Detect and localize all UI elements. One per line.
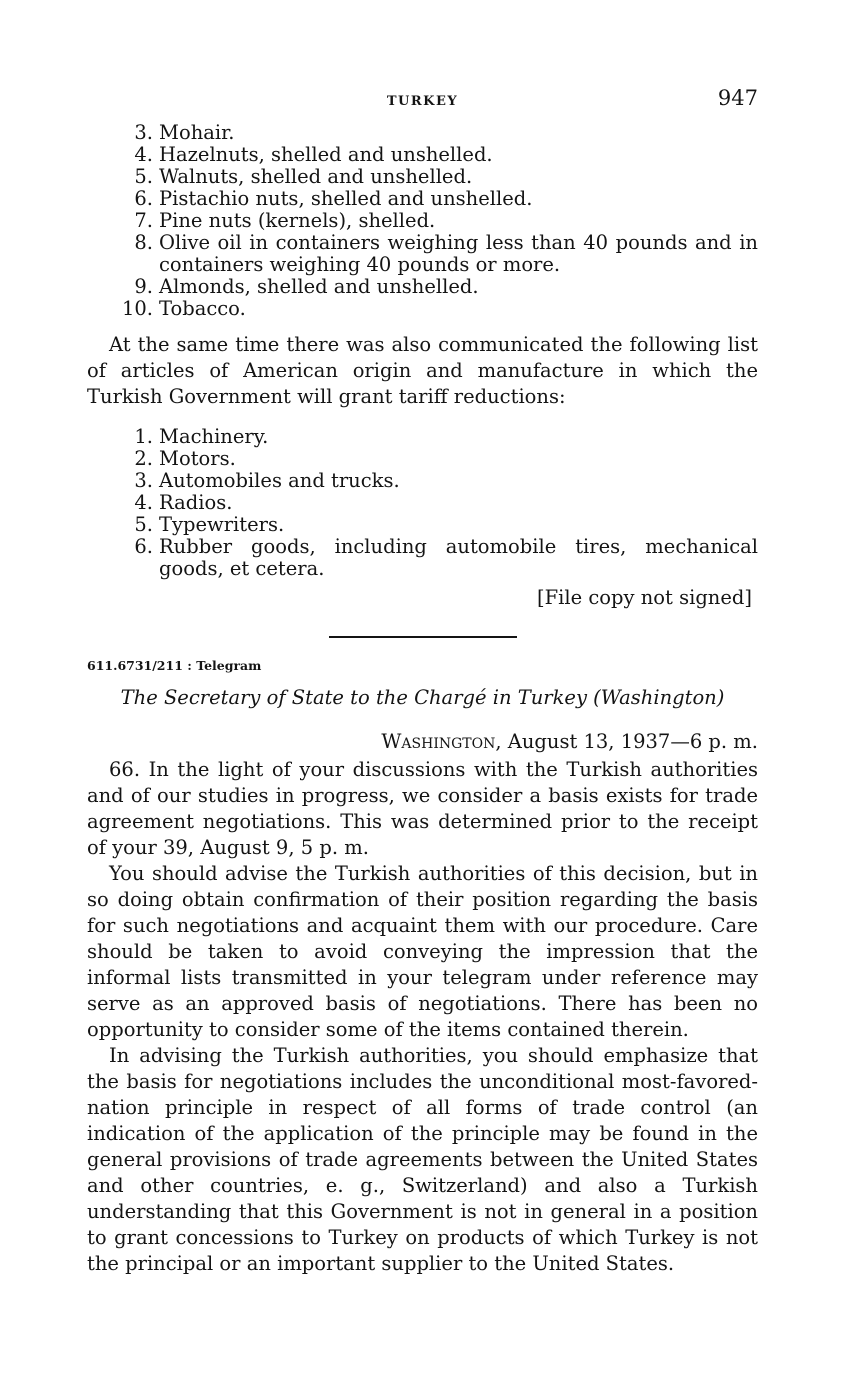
list-item-text: Hazelnuts, shelled and unshelled. (159, 143, 493, 166)
list-item-text: Almonds, shelled and unshelled. (159, 275, 479, 298)
list-item-number: 9. (134, 275, 153, 298)
list-item-text: Motors. (159, 447, 236, 470)
list-item (87, 514, 758, 536)
list-item (87, 276, 758, 298)
list-item-text: Tobacco. (159, 297, 246, 320)
exports-list (87, 122, 758, 320)
document-page (87, 86, 758, 1277)
page-number: 947 (717, 86, 758, 110)
list-item (87, 232, 758, 276)
list-item-text: Machinery. (159, 425, 269, 448)
signature-note: [File copy not signed] (537, 586, 752, 609)
list-item-number: 3. (134, 121, 153, 144)
list-item-number: 1. (134, 425, 153, 448)
list-item (87, 426, 758, 448)
list-item (87, 536, 758, 580)
dateline-place: Washington (381, 730, 496, 753)
list-item-number: 2. (134, 447, 153, 470)
list-item-number: 6. (134, 535, 153, 558)
list-item-text: Rubber goods, including automobile tires, mechanical goods, et cetera. (159, 535, 758, 580)
list-item (87, 122, 758, 144)
list-item (87, 492, 758, 514)
list-item (87, 210, 758, 232)
list-item-text: Pistachio nuts, shelled and unshelled. (159, 187, 533, 210)
list-item (87, 470, 758, 492)
list-item-text: Olive oil in containers weighing less than 40 pounds and in containers weighing 40 pounds or more. (159, 231, 758, 276)
telegram-paragraph: 66. In the light of your discussions with the Turkish authorities and of our studies in progress, we consider a basis exists for trade agreement negotiations. This was determined prior to the receipt of your 39, August 9, 5 p. m. (87, 758, 758, 859)
list-item (87, 298, 758, 320)
list-item-number: 5. (134, 513, 153, 536)
list-item-text: Walnuts, shelled and unshelled. (159, 165, 473, 188)
list-item-text: Typewriters. (159, 513, 285, 536)
list-item (87, 166, 758, 188)
dateline-date: , August 13, 1937—6 p. m. (495, 730, 758, 753)
list-item-number: 3. (134, 469, 153, 492)
list-item-number: 5. (134, 165, 153, 188)
list-item-number: 4. (134, 143, 153, 166)
document-title: The Secretary of State to the Chargé in Turkey (Washington) (120, 686, 725, 709)
list-item-text: Pine nuts (kernels), shelled. (159, 209, 436, 232)
dateline (87, 729, 758, 755)
list-item-number: 10. (121, 297, 153, 320)
intro-paragraph: At the same time there was also communicated the following list of articles of American origin and manufacture in which the Turkish Government will grant tariff reductions: (87, 333, 758, 408)
list-item (87, 144, 758, 166)
list-item-number: 6. (134, 187, 153, 210)
file-reference: 611.6731/211 : Telegram (87, 658, 262, 673)
list-item-text: Mohair. (159, 121, 235, 144)
list-item-text: Automobiles and trucks. (159, 469, 400, 492)
telegram-paragraph: In advising the Turkish authorities, you should emphasize that the basis for negotiations includes the unconditional most-favored-nation principle in respect of all forms of trade control (an indication of the application of the principle may be found in the general provisions of trade agreements between the United States and other countries, e. g., Switzerland) and also a Turkish understanding that this Government is not in general in a position to grant concessions to Turkey on products of which Turkey is not the principal or an important supplier to the United States. (87, 1044, 758, 1275)
running-header (87, 86, 758, 116)
list-item-number: 8. (134, 231, 153, 254)
running-title: TURKEY (386, 94, 459, 109)
list-item-number: 4. (134, 491, 153, 514)
american-articles-list (87, 426, 758, 580)
section-divider (329, 636, 517, 638)
list-item-number: 7. (134, 209, 153, 232)
telegram-paragraph: You should advise the Turkish authorities of this decision, but in so doing obtain confirmation of their position regarding the basis for such negotiations and acquaint them with our procedure. Care should be taken to avoid conveying the impression that the informal lists transmitted in your telegram under reference may serve as an approved basis of negotiations. There has been no opportunity to consider some of the items contained therein. (87, 862, 758, 1041)
list-item (87, 188, 758, 210)
list-item (87, 448, 758, 470)
list-item-text: Radios. (159, 491, 233, 514)
